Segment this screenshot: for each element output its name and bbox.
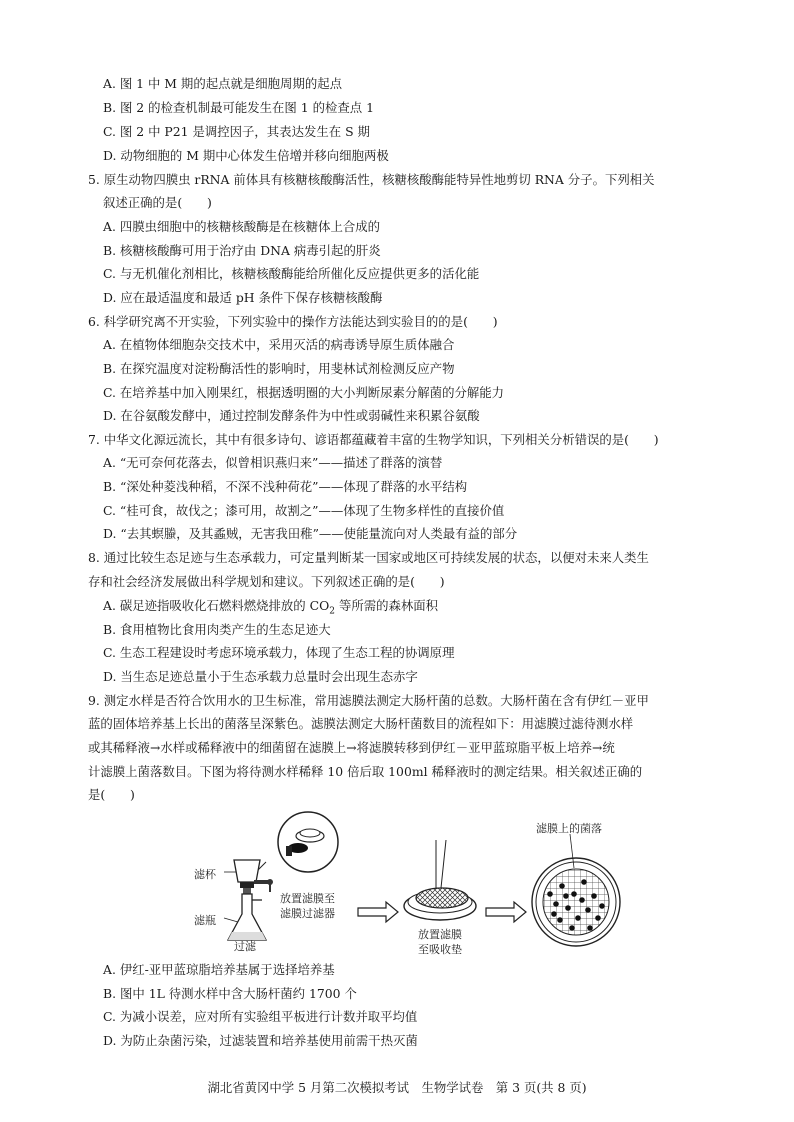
q5-option-a: A. 四膜虫细胞中的核糖核酸酶是在核糖体上合成的 bbox=[103, 219, 381, 234]
membrane-filter-figure bbox=[190, 810, 630, 955]
q9-option-b: B. 图中 1L 待测水样中含大肠杆菌约 1700 个 bbox=[103, 986, 357, 1001]
q4-option-c: C. 图 2 中 P21 是调控因子，其表达发生在 S 期 bbox=[103, 124, 370, 139]
q8-option-a bbox=[103, 598, 723, 619]
label-place-membrane-1: 放置滤膜至 bbox=[280, 892, 335, 905]
label-filter-flask: 滤瓶 bbox=[194, 914, 216, 927]
q6-option-a: A. 在植物体细胞杂交技术中，采用灭活的病毒诱导原生质体融合 bbox=[103, 337, 455, 352]
q8-option-b: B. 食用植物比食用肉类产生的生态足迹大 bbox=[103, 622, 331, 637]
filter-apparatus bbox=[224, 860, 273, 940]
q5-option-d: D. 应在最适温度和最适 pH 条件下保存核糖核酸酶 bbox=[103, 290, 383, 305]
q5-stem-line1: 5. 原生动物四膜虫 rRNA 前体具有核糖核酸酶活性，核糖核酸酶能特异性地剪切 RNA 分子。下列相关 bbox=[88, 172, 655, 187]
q9-option-a: A. 伊红-亚甲蓝琼脂培养基属于选择培养基 bbox=[103, 962, 335, 977]
q6-option-b: B. 在探究温度对淀粉酶活性的影响时，用斐林试剂检测反应产物 bbox=[103, 361, 455, 376]
q8-option-a-post: 等所需的森林面积 bbox=[335, 598, 439, 613]
label-pad-1: 放置滤膜 bbox=[418, 928, 462, 941]
q4-option-d: D. 动物细胞的 M 期中心体发生倍增并移向细胞两极 bbox=[103, 148, 389, 163]
q7-option-d: D. “去其螟螣，及其蟊贼，无害我田稚”——使能量流向对人类最有益的部分 bbox=[103, 526, 518, 541]
q9-stem-line5: 是( ) bbox=[88, 787, 135, 802]
q9-stem-line1: 9. 测定水样是否符合饮用水的卫生标准，常用滤膜法测定大肠杆菌的总数。大肠杆菌在含有伊红－亚甲 bbox=[88, 693, 649, 708]
q6-stem: 6. 科学研究离不开实验，下列实验中的操作方法能达到实验目的的是( ) bbox=[88, 314, 498, 329]
label-pad-2: 至吸收垫 bbox=[418, 943, 462, 956]
q5-option-b: B. 核糖核酸酶可用于治疗由 DNA 病毒引起的肝炎 bbox=[103, 243, 381, 258]
absorbent-pad-dish bbox=[404, 840, 476, 920]
q5-stem-line2: 叙述正确的是( ) bbox=[103, 195, 212, 210]
q8-stem-line1: 8. 通过比较生态足迹与生态承载力，可定量判断某一国家或地区可持续发展的状态，以便对未来人类生 bbox=[88, 550, 649, 565]
arrow-1 bbox=[358, 902, 398, 922]
q5-option-c: C. 与无机催化剂相比，核糖核酸酶能给所催化反应提供更多的活化能 bbox=[103, 266, 480, 281]
q8-stem-line2: 存和社会经济发展做出科学规划和建议。下列叙述正确的是( ) bbox=[88, 574, 445, 589]
q8-option-a-pre: A. 碳足迹指吸收化石燃料燃烧排放的 CO bbox=[103, 598, 330, 613]
label-place-membrane-2: 滤膜过滤器 bbox=[280, 907, 335, 920]
q6-option-d: D. 在谷氨酸发酵中，通过控制发酵条件为中性或弱碱性来积累谷氨酸 bbox=[103, 408, 480, 423]
q7-option-c: C. “桂可食，故伐之；漆可用，故割之”——体现了生物多样性的直接价值 bbox=[103, 503, 505, 518]
label-filter-cup: 滤杯 bbox=[194, 868, 216, 881]
q9-option-c: C. 为减小误差，应对所有实验组平板进行计数并取平均值 bbox=[103, 1009, 418, 1024]
colony-plate bbox=[532, 834, 620, 946]
q7-option-a: A. “无可奈何花落去，似曾相识燕归来”——描述了群落的演替 bbox=[103, 455, 443, 470]
q8-option-d: D. 当生态足迹总量小于生态承载力总量时会出现生态赤字 bbox=[103, 669, 418, 684]
q9-option-d: D. 为防止杂菌污染，过滤装置和培养基使用前需干热灭菌 bbox=[103, 1033, 418, 1048]
q6-option-c: C. 在培养基中加入刚果红，根据透明圈的大小判断尿素分解菌的分解能力 bbox=[103, 385, 505, 400]
magnified-filter-holder bbox=[256, 812, 338, 872]
q4-option-b: B. 图 2 的检查机制最可能发生在图 1 的检查点 1 bbox=[103, 100, 374, 115]
q8-option-c: C. 生态工程建设时考虑环境承载力，体现了生态工程的协调原理 bbox=[103, 645, 455, 660]
arrow-2 bbox=[486, 902, 526, 922]
q4-option-a: A. 图 1 中 M 期的起点就是细胞周期的起点 bbox=[103, 76, 343, 91]
q9-stem-line3: 或其稀释液→水样或稀释液中的细菌留在滤膜上→将滤膜转移到伊红－亚甲蓝琼脂平板上培养→统 bbox=[88, 740, 615, 755]
q7-option-b: B. “深处种菱浅种稻，不深不浅种荷花”——体现了群落的水平结构 bbox=[103, 479, 468, 494]
q7-stem: 7. 中华文化源远流长，其中有很多诗句、谚语都蕴藏着丰富的生物学知识，下列相关分析错误的是( ) bbox=[88, 432, 659, 447]
q9-stem-line2: 蓝的固体培养基上长出的菌落呈深紫色。滤膜法测定大肠杆菌数目的流程如下：用滤膜过滤待测水样 bbox=[88, 716, 634, 731]
q9-stem-line4: 计滤膜上菌落数目。下图为将待测水样稀释 10 倍后取 100ml 稀释液时的测定结果。相关叙述正确的 bbox=[88, 764, 643, 779]
label-colonies: 滤膜上的菌落 bbox=[536, 822, 602, 835]
label-filtration: 过滤 bbox=[234, 940, 256, 953]
q8-option-a-sub: 2 bbox=[329, 606, 335, 617]
page-footer: 湖北省黄冈中学 5 月第二次模拟考试 生物学试卷 第 3 页(共 8 页) bbox=[207, 1080, 587, 1095]
